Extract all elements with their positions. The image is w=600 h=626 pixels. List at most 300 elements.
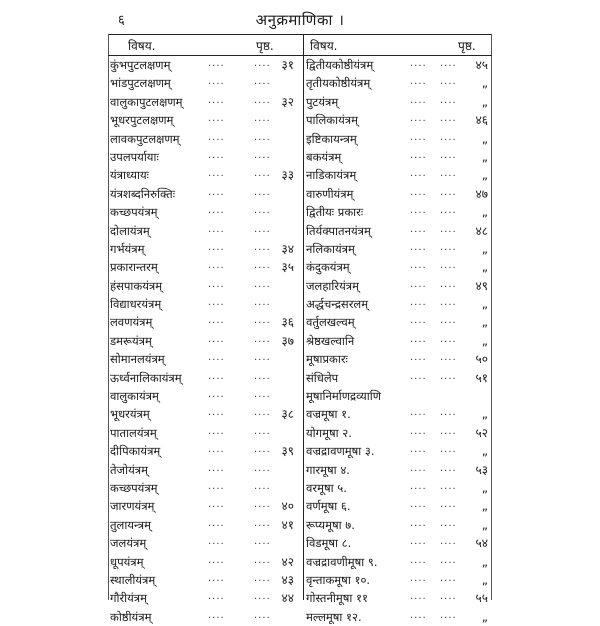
index-entry	[110, 240, 300, 258]
leader-dots: ....	[440, 425, 457, 437]
entry-title: रूप्यमूषा ७.	[306, 517, 355, 532]
entry-title: नाडिकायंत्रम्	[306, 168, 357, 183]
entry-title: वर्तुलखल्वम्	[306, 315, 355, 330]
leader-dots: ....	[208, 205, 225, 217]
leader-dots: ....	[410, 572, 427, 584]
index-entry	[306, 369, 490, 387]
entry-page-number: ३८	[281, 407, 294, 422]
entry-page-number: „	[481, 149, 488, 164]
leader-dots: ....	[410, 94, 427, 106]
leader-dots: ....	[208, 241, 225, 253]
index-entry	[306, 405, 490, 423]
leader-dots: ....	[208, 352, 225, 364]
leader-dots: ....	[410, 480, 427, 492]
leader-dots: ....	[410, 536, 427, 548]
leader-dots: ....	[254, 389, 271, 401]
entry-page-number: ३३	[281, 168, 294, 183]
index-entry	[306, 608, 490, 626]
entry-title: गोस्तनीमूषा ११	[306, 591, 368, 606]
right-index-column	[306, 56, 490, 626]
index-entry	[306, 185, 490, 203]
entry-page-number: ५५	[475, 591, 488, 606]
leader-dots: ....	[208, 58, 225, 69]
leader-dots: ....	[440, 94, 457, 106]
entry-page-number: „	[481, 333, 488, 348]
index-entry	[306, 534, 490, 552]
leader-dots: ....	[410, 223, 427, 235]
left-index-column	[110, 56, 300, 626]
leader-dots: ....	[254, 480, 271, 492]
entry-title: तिर्यक्पातनयंत्रम्	[306, 223, 371, 238]
entry-title: यंत्राध्यायः	[110, 168, 149, 183]
entry-title: मल्लमूषा १२.	[306, 609, 362, 624]
leader-dots: ....	[440, 554, 457, 566]
leader-dots: ....	[254, 113, 271, 125]
index-entry	[306, 350, 490, 368]
entry-title: तुलायन्त्रम्	[110, 517, 151, 532]
leader-dots: ....	[440, 149, 457, 161]
entry-title: सोमानलयंत्रम्	[110, 352, 165, 367]
index-entry	[110, 387, 300, 405]
leader-dots: ....	[254, 76, 271, 88]
entry-page-number: ३१	[281, 58, 294, 72]
entry-title: योगमूषा २.	[306, 425, 352, 440]
leader-dots: ....	[208, 444, 225, 456]
leader-dots: ....	[440, 609, 457, 621]
leader-dots: ....	[440, 58, 457, 69]
entry-title: पालिकायंत्रम्	[306, 113, 358, 128]
entry-title: कोष्ठीयंत्रम्	[110, 609, 152, 624]
entry-title: वारुणीयंत्रम्	[306, 186, 354, 201]
entry-page-number: „	[481, 168, 488, 183]
index-entry	[110, 148, 300, 166]
entry-title: कच्छपयंत्रम्	[110, 205, 158, 220]
leader-dots: ....	[208, 517, 225, 529]
leader-dots: ....	[410, 76, 427, 88]
leader-dots: ....	[208, 76, 225, 88]
leader-dots: ....	[440, 76, 457, 88]
leader-dots: ....	[208, 149, 225, 161]
index-entry	[306, 277, 490, 295]
index-entry	[306, 461, 490, 479]
leader-dots: ....	[208, 462, 225, 474]
index-entry	[306, 111, 490, 129]
index-entry	[110, 534, 300, 552]
entry-page-number: „	[481, 205, 488, 220]
entry-page-number: „	[481, 260, 488, 275]
index-entry	[110, 203, 300, 221]
page-number: ६	[118, 13, 125, 28]
leader-dots: ....	[410, 499, 427, 511]
leader-dots: ....	[440, 315, 457, 327]
index-entry	[306, 148, 490, 166]
index-entry	[306, 516, 490, 534]
leader-dots: ....	[410, 407, 427, 419]
leader-dots: ....	[254, 205, 271, 217]
entry-page-number: ४३	[281, 572, 294, 587]
entry-title: धूपयंत्रम्	[110, 554, 144, 569]
entry-page-number: „	[481, 407, 488, 422]
leader-dots: ....	[254, 315, 271, 327]
top-rule	[108, 34, 492, 35]
index-entry	[110, 350, 300, 368]
index-entry	[306, 553, 490, 571]
leader-dots: ....	[410, 58, 427, 69]
index-entry	[110, 369, 300, 387]
leader-dots: ....	[254, 223, 271, 235]
entry-page-number: ३२	[281, 94, 294, 109]
left-page-heading: पृष्ठ.	[256, 39, 274, 53]
index-entry	[110, 56, 300, 74]
entry-page-number: ४४	[281, 591, 294, 606]
leader-dots: ....	[440, 260, 457, 272]
leader-dots: ....	[254, 260, 271, 272]
leader-dots: ....	[208, 315, 225, 327]
entry-page-number: ५२	[475, 425, 488, 440]
entry-page-number: ४५	[475, 58, 488, 72]
index-entry	[110, 130, 300, 148]
entry-title: वालुकायंत्रम्	[110, 389, 159, 404]
entry-title: संधिलेप	[306, 370, 339, 385]
leader-dots: ....	[254, 278, 271, 290]
leader-dots: ....	[410, 278, 427, 290]
entry-page-number: „	[481, 444, 488, 459]
leader-dots: ....	[208, 425, 225, 437]
leader-dots: ....	[440, 591, 457, 603]
leader-dots: ....	[440, 241, 457, 253]
entry-title: पातालयंत्रम्	[110, 425, 157, 440]
leader-dots: ....	[410, 554, 427, 566]
entry-page-number: „	[481, 315, 488, 330]
index-entry	[306, 589, 490, 607]
column-headings	[108, 36, 492, 54]
index-entry	[306, 442, 490, 460]
leader-dots: ....	[410, 149, 427, 161]
entry-title: ऊर्ध्वनालिकायंत्रम्	[110, 370, 182, 385]
leader-dots: ....	[440, 499, 457, 511]
leader-dots: ....	[440, 480, 457, 492]
entry-page-number: „	[481, 241, 488, 256]
leader-dots: ....	[254, 168, 271, 180]
leader-dots: ....	[254, 58, 271, 69]
leader-dots: ....	[410, 370, 427, 382]
entry-page-number: „	[481, 76, 488, 91]
leader-dots: ....	[254, 297, 271, 309]
index-entry	[110, 74, 300, 92]
index-entry	[306, 479, 490, 497]
leader-dots: ....	[254, 407, 271, 419]
leader-dots: ....	[410, 333, 427, 345]
entry-page-number: „	[481, 517, 488, 532]
leader-dots: ....	[440, 113, 457, 125]
leader-dots: ....	[410, 297, 427, 309]
leader-dots: ....	[208, 297, 225, 309]
page-title: अनुक्रमाणिका ।	[255, 11, 345, 29]
leader-dots: ....	[208, 223, 225, 235]
leader-dots: ....	[254, 462, 271, 474]
entry-title: तेजोयंत्रम्	[110, 462, 148, 477]
leader-dots: ....	[208, 131, 225, 143]
index-entry	[110, 608, 300, 626]
leader-dots: ....	[440, 536, 457, 548]
index-entry	[306, 387, 490, 405]
leader-dots: ....	[208, 572, 225, 584]
index-entry	[110, 424, 300, 442]
leader-dots: ....	[254, 186, 271, 198]
entry-title: वरमूषा ५.	[306, 480, 347, 495]
entry-page-number: ३७	[281, 333, 294, 348]
leader-dots: ....	[440, 333, 457, 345]
entry-page-number: ३५	[281, 260, 294, 275]
leader-dots: ....	[440, 462, 457, 474]
index-entry	[110, 571, 300, 589]
leader-dots: ....	[208, 94, 225, 106]
index-entry	[110, 222, 300, 240]
entry-title: प्रकारान्तरम्	[110, 260, 158, 275]
page-header	[0, 6, 600, 30]
leader-dots: ....	[410, 241, 427, 253]
index-entry	[306, 571, 490, 589]
entry-title: भूधरयंत्रम्	[110, 407, 150, 422]
entry-title: कंदुकयंत्रम्	[306, 260, 350, 275]
leader-dots: ....	[208, 113, 225, 125]
right-border	[491, 34, 492, 600]
entry-page-number: ३९	[281, 444, 294, 459]
leader-dots: ....	[440, 352, 457, 364]
entry-title: मूषानिर्माणद्रव्याणि	[306, 389, 382, 404]
entry-page-number: ५३	[475, 462, 488, 477]
leader-dots: ....	[440, 370, 457, 382]
leader-dots: ....	[440, 205, 457, 217]
entry-title: उपलपर्यायाः	[110, 149, 159, 164]
index-entry	[306, 222, 490, 240]
leader-dots: ....	[410, 260, 427, 272]
entry-title: मूषाप्रकारः	[306, 352, 348, 367]
entry-title: दोलायंत्रम्	[110, 223, 150, 238]
index-entry	[306, 203, 490, 221]
entry-page-number: ४२	[281, 554, 294, 569]
entry-page-number: „	[481, 554, 488, 569]
right-subject-heading: विषय.	[310, 39, 338, 53]
entry-title: तृतीयकोष्ठीयंत्रम्	[306, 76, 371, 91]
entry-title: दीपिकायंत्रम्	[110, 444, 161, 459]
entry-title: यंत्रशब्दनिरुक्तिः	[110, 186, 176, 201]
leader-dots: ....	[410, 205, 427, 217]
entry-page-number: „	[481, 297, 488, 312]
leader-dots: ....	[254, 425, 271, 437]
entry-title: द्वितीयकोष्ठीयंत्रम्	[306, 58, 374, 72]
entry-title: वालुकापुटलक्षणम्	[110, 94, 183, 109]
entry-title: जारणयंत्रम्	[110, 499, 155, 514]
leader-dots: ....	[208, 278, 225, 290]
entry-title: डमरूयंत्रम्	[110, 333, 152, 348]
leader-dots: ....	[440, 444, 457, 456]
index-entry	[306, 258, 490, 276]
index-entry	[110, 332, 300, 350]
entry-title: बकयंत्रम्	[306, 149, 342, 164]
leader-dots: ....	[410, 462, 427, 474]
leader-dots: ....	[254, 517, 271, 529]
entry-title: हंसपाकयंत्रम्	[110, 278, 163, 293]
leader-dots: ....	[254, 554, 271, 566]
index-entry	[306, 130, 490, 148]
leader-dots: ....	[254, 149, 271, 161]
leader-dots: ....	[440, 223, 457, 235]
leader-dots: ....	[410, 131, 427, 143]
entry-page-number: „	[481, 499, 488, 514]
leader-dots: ....	[208, 333, 225, 345]
entry-title: लावकपुटलक्षणम्	[110, 131, 180, 146]
entry-page-number: ४०	[281, 499, 294, 514]
leader-dots: ....	[254, 352, 271, 364]
index-entry	[306, 332, 490, 350]
index-entry	[306, 295, 490, 313]
leader-dots: ....	[254, 591, 271, 603]
leader-dots: ....	[410, 186, 427, 198]
leader-dots: ....	[254, 94, 271, 106]
leader-dots: ....	[440, 572, 457, 584]
leader-dots: ....	[208, 370, 225, 382]
leader-dots: ....	[410, 315, 427, 327]
entry-title: वज्रद्रावणीमूषा ९.	[306, 554, 378, 569]
leader-dots: ....	[208, 554, 225, 566]
index-entry	[306, 166, 490, 184]
leader-dots: ....	[440, 517, 457, 529]
entry-page-number: „	[481, 131, 488, 146]
entry-page-number: ५१	[475, 370, 488, 385]
leader-dots: ....	[440, 297, 457, 309]
entry-page-number: ४१	[281, 517, 294, 532]
entry-title: श्रेष्ठखल्वानि	[306, 333, 355, 348]
right-page-heading: पृष्ठ.	[458, 39, 476, 53]
index-entry	[110, 277, 300, 295]
entry-page-number: „	[481, 572, 488, 587]
index-entry	[110, 185, 300, 203]
leader-dots: ....	[410, 113, 427, 125]
entry-page-number: ५०	[475, 352, 488, 367]
leader-dots: ....	[440, 407, 457, 419]
index-entry	[306, 93, 490, 111]
index-entry	[306, 424, 490, 442]
index-entry	[306, 313, 490, 331]
index-entry	[110, 111, 300, 129]
leader-dots: ....	[254, 572, 271, 584]
index-entry	[110, 442, 300, 460]
leader-dots: ....	[208, 168, 225, 180]
entry-title: नलिकायंत्रम्	[306, 241, 355, 256]
leader-dots: ....	[254, 536, 271, 548]
entry-title: गारमूषा ४.	[306, 462, 350, 477]
index-entry	[110, 405, 300, 423]
index-entry	[306, 240, 490, 258]
entry-title: स्थालीयंत्रम्	[110, 572, 156, 587]
entry-title: विद्याधरयंत्रम्	[110, 297, 162, 312]
leader-dots: ....	[440, 168, 457, 180]
leader-dots: ....	[208, 389, 225, 401]
leader-dots: ....	[208, 536, 225, 548]
entry-page-number: ३४	[281, 241, 294, 256]
entry-page-number: „	[481, 609, 488, 624]
index-entry	[306, 74, 490, 92]
leader-dots: ....	[208, 186, 225, 198]
left-border	[108, 34, 109, 600]
index-entry	[110, 589, 300, 607]
index-entry	[110, 258, 300, 276]
leader-dots: ....	[410, 444, 427, 456]
leader-dots: ....	[440, 131, 457, 143]
entry-title: विडमूषा ८.	[306, 536, 352, 551]
leader-dots: ....	[440, 278, 457, 290]
index-entry	[110, 516, 300, 534]
entry-page-number: ४८	[475, 223, 488, 238]
leader-dots: ....	[208, 591, 225, 603]
leader-dots: ....	[410, 517, 427, 529]
leader-dots: ....	[208, 480, 225, 492]
entry-title: द्वितीयः प्रकारः	[306, 205, 364, 220]
entry-title: वज्रद्रावणमूषा ३.	[306, 444, 375, 459]
index-entry	[306, 497, 490, 515]
leader-dots: ....	[254, 609, 271, 621]
leader-dots: ....	[410, 168, 427, 180]
entry-page-number: ५४	[475, 536, 488, 551]
leader-dots: ....	[410, 591, 427, 603]
entry-title: भांडपुटलक्षणम्	[110, 76, 171, 91]
entry-page-number: „	[481, 94, 488, 109]
entry-title: वज्रमूषा १.	[306, 407, 351, 422]
left-subject-heading: विषय.	[128, 39, 156, 53]
index-entry	[110, 497, 300, 515]
entry-title: भूधरपुटलक्षणम्	[110, 113, 174, 128]
leader-dots: ....	[410, 425, 427, 437]
index-entry	[110, 553, 300, 571]
entry-title: कुंभपुटलक्षणम्	[110, 58, 171, 72]
leader-dots: ....	[440, 186, 457, 198]
entry-title: वर्णमूषा ६.	[306, 499, 351, 514]
entry-title: लवणयंत्रम्	[110, 315, 153, 330]
index-entry	[110, 313, 300, 331]
entry-title: गर्भयंत्रम्	[110, 241, 145, 256]
entry-page-number: ४६	[475, 113, 488, 128]
leader-dots: ....	[254, 241, 271, 253]
index-entry	[110, 461, 300, 479]
leader-dots: ....	[410, 352, 427, 364]
index-entry	[110, 479, 300, 497]
leader-dots: ....	[208, 407, 225, 419]
leader-dots: ....	[208, 260, 225, 272]
leader-dots: ....	[254, 333, 271, 345]
leader-dots: ....	[254, 370, 271, 382]
entry-page-number: ३६	[281, 315, 294, 330]
index-entry	[306, 56, 490, 74]
entry-title: गौरीयंत्रम्	[110, 591, 148, 606]
column-divider	[303, 34, 304, 600]
leader-dots: ....	[254, 499, 271, 511]
entry-title: जलयंत्रम्	[110, 536, 147, 551]
entry-title: वृन्ताकमूषा १०.	[306, 572, 371, 587]
leader-dots: ....	[254, 131, 271, 143]
entry-page-number: „	[481, 480, 488, 495]
leader-dots: ....	[254, 444, 271, 456]
leader-dots: ....	[410, 609, 427, 621]
leader-dots: ....	[208, 499, 225, 511]
entry-page-number: ४९	[475, 278, 488, 293]
index-entry	[110, 93, 300, 111]
entry-title: जलहारियंत्रम्	[306, 278, 359, 293]
index-entry	[110, 295, 300, 313]
leader-dots: ....	[208, 609, 225, 621]
index-entry	[110, 166, 300, 184]
entry-title: अर्द्धचन्द्रसरलम्	[306, 297, 369, 312]
